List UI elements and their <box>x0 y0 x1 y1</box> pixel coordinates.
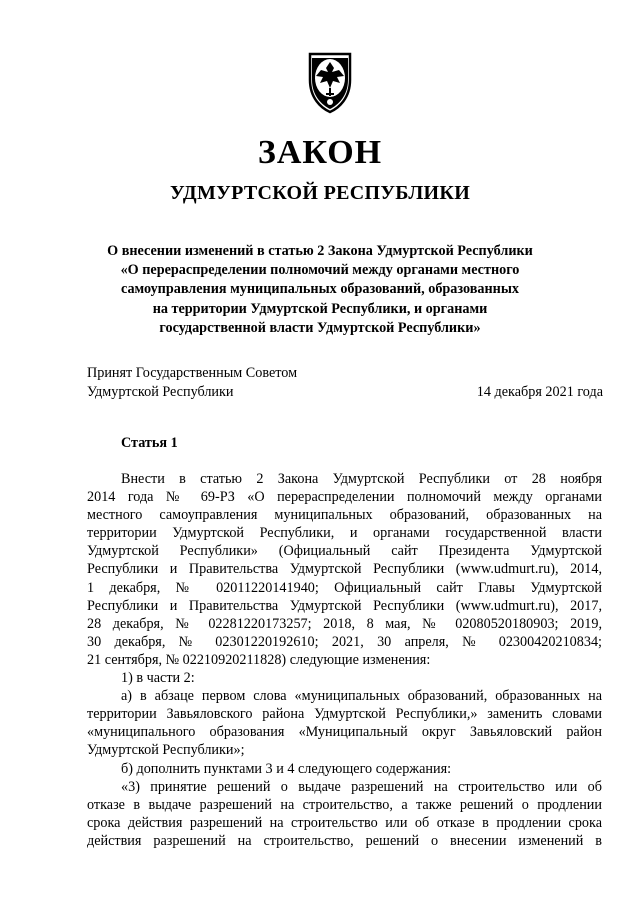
body-line: Республики и Правительства Удмуртской Республики (www.udmurt.ru), 2014, <box>87 561 602 578</box>
udmurtia-coat-of-arms-icon <box>306 50 354 114</box>
article-body <box>87 470 602 850</box>
body-line: территории Завьяловского района Удмуртской Республики,» заменить словами <box>87 706 602 723</box>
body-line: б) дополнить пунктами 3 и 4 следующего содержания: <box>121 760 452 777</box>
body-line: 2014 года № 69-РЗ «О перераспределении полномочий между органами <box>87 489 602 506</box>
adoption-date: 14 декабря 2021 года <box>476 384 603 400</box>
body-line: срока действия разрешений на строительство или об отказе в продлении срока <box>87 814 602 831</box>
body-line: Внести в статью 2 Закона Удмуртской Республики от 28 ноября <box>121 471 602 487</box>
subject-line: О внесении изменений в статью 2 Закона Удмуртской Республики <box>107 243 533 259</box>
body-line: Удмуртской Республики»; <box>87 742 245 759</box>
document-subtitle: УДМУРТСКОЙ РЕСПУБЛИКИ <box>169 182 471 204</box>
law-subject <box>100 242 540 338</box>
subject-line: государственной власти Удмуртской Республики» <box>159 319 481 336</box>
body-line: 1 декабря, № 02011220141940; Официальный сайт Главы Удмуртской <box>87 579 602 596</box>
subject-line: самоуправления муниципальных образований, образованных <box>120 281 520 298</box>
body-line: отказе в выдаче разрешений на строительство, а также решений о продлении <box>87 796 602 813</box>
body-line: «3) принятие решений о выдаче разрешений на строительство или об <box>121 778 602 795</box>
body-line: 30 декабря, № 02301220192610; 2021, 30 апреля, № 02300420210834; <box>87 633 602 650</box>
body-line: 28 декабря, № 02281220173257; 2018, 8 мая, № 02080520180903; 2019, <box>87 615 602 632</box>
coat-of-arms <box>306 50 354 114</box>
body-line: «муниципального образования «Муниципальный округ Завьяловский район <box>87 724 602 741</box>
subject-line: на территории Удмуртской Республики, и органами <box>152 300 488 317</box>
body-line: местного самоуправления муниципальных образований, образованных на <box>87 507 602 524</box>
adoption-line: Принят Государственным Советом <box>87 365 298 381</box>
body-line: действия разрешений на строительство, решений о внесении изменений в <box>87 832 602 849</box>
adoption-authority <box>87 364 297 402</box>
document-title: ЗАКОН <box>257 134 383 171</box>
body-line: а) в абзаце первом слова «муниципальных образований, образованных на <box>121 688 602 705</box>
body-line: 1) в части 2: <box>121 670 195 687</box>
body-line: Республики и Правительства Удмуртской Республики (www.udmurt.ru), 2017, <box>87 597 602 614</box>
subject-line: «О перераспределении полномочий между органами местного <box>120 262 520 279</box>
adoption-line: Удмуртской Республики <box>87 384 234 400</box>
body-line: 21 сентября, № 02210920211828) следующие изменения: <box>87 651 431 668</box>
body-line: Удмуртской Республики» (Официальный сайт Президента Удмуртской <box>87 543 602 560</box>
body-line: территории Удмуртской Республики, и органами государственной власти <box>87 525 602 542</box>
article-title: Статья 1 <box>121 435 178 451</box>
